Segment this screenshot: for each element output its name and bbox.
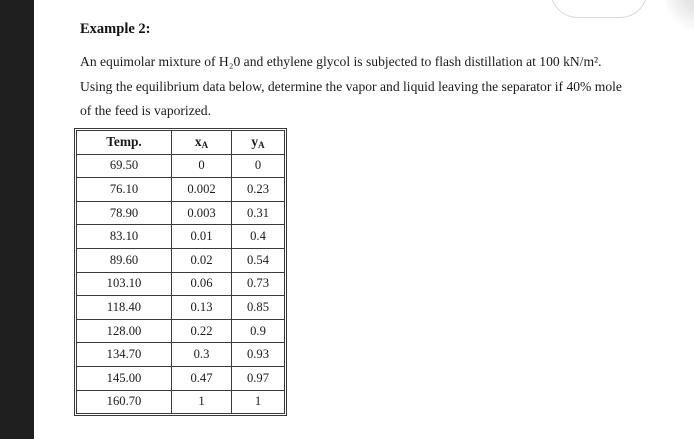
cell-temp: 118.40 xyxy=(77,296,172,320)
paragraph-line-2: Using the equilibrium data below, determine the vapor and liquid leaving the separator if 40% mole xyxy=(80,78,622,94)
header-xa: $x_A$ xyxy=(172,131,232,155)
table-row xyxy=(77,248,285,272)
cell-temp: 160.70 xyxy=(77,390,172,414)
cell-ya: 0.73 xyxy=(232,272,285,296)
table-row xyxy=(77,366,285,390)
cell-xa: 0.13 xyxy=(172,296,232,320)
cell-temp: 134.70 xyxy=(77,343,172,367)
table-row xyxy=(77,390,285,414)
cell-xa: 1 xyxy=(172,390,232,414)
table-row xyxy=(77,154,285,178)
corner-shadow xyxy=(666,0,694,36)
cell-ya: 0.54 xyxy=(232,248,285,272)
cell-ya: 0 xyxy=(232,154,285,178)
cell-xa: 0 xyxy=(172,154,232,178)
paragraph-line-1: An equimolar mixture of H₂0 and ethylene glycol is subjected to flash distillation at 100 kN/m². xyxy=(80,54,602,69)
cell-xa: 0.002 xyxy=(172,178,232,202)
header-ya: $y_A$ xyxy=(232,131,285,155)
cell-xa: 0.02 xyxy=(172,248,232,272)
table-header-row xyxy=(77,131,285,155)
cell-xa: 0.22 xyxy=(172,319,232,343)
cell-temp: 89.60 xyxy=(77,248,172,272)
cell-ya: 0.93 xyxy=(232,343,285,367)
cell-ya: 0.31 xyxy=(232,201,285,225)
cell-temp: 145.00 xyxy=(77,366,172,390)
table-row xyxy=(77,178,285,202)
cell-xa: 0.01 xyxy=(172,225,232,249)
cell-temp: 69.50 xyxy=(77,154,172,178)
cell-temp: 83.10 xyxy=(77,225,172,249)
cell-ya: 0.9 xyxy=(232,319,285,343)
floating-button-outline xyxy=(550,0,648,18)
cell-ya: 0.97 xyxy=(232,366,285,390)
cell-xa: 0.47 xyxy=(172,366,232,390)
cell-temp: 76.10 xyxy=(77,178,172,202)
equilibrium-data-table xyxy=(76,130,285,414)
cell-temp: 78.90 xyxy=(77,201,172,225)
table-frame xyxy=(74,128,287,416)
table-row xyxy=(77,319,285,343)
equilibrium-table-container xyxy=(74,128,287,416)
table-row xyxy=(77,343,285,367)
paragraph-line-3: of the feed is vaporized. xyxy=(80,103,211,119)
document-page xyxy=(34,0,694,439)
cell-xa: 0.06 xyxy=(172,272,232,296)
table-row xyxy=(77,272,285,296)
cell-xa: 0.3 xyxy=(172,343,232,367)
cell-ya: 1 xyxy=(232,390,285,414)
table-row xyxy=(77,296,285,320)
cell-xa: 0.003 xyxy=(172,201,232,225)
table-row xyxy=(77,225,285,249)
example-heading: Example 2: xyxy=(80,21,151,37)
left-dark-border xyxy=(0,0,34,439)
header-temp: Temp. xyxy=(77,131,172,155)
cell-temp: 128.00 xyxy=(77,319,172,343)
cell-ya: 0.23 xyxy=(232,178,285,202)
problem-paragraph xyxy=(80,50,660,124)
cell-temp: 103.10 xyxy=(77,272,172,296)
cell-ya: 0.85 xyxy=(232,296,285,320)
table-row xyxy=(77,201,285,225)
cell-ya: 0.4 xyxy=(232,225,285,249)
